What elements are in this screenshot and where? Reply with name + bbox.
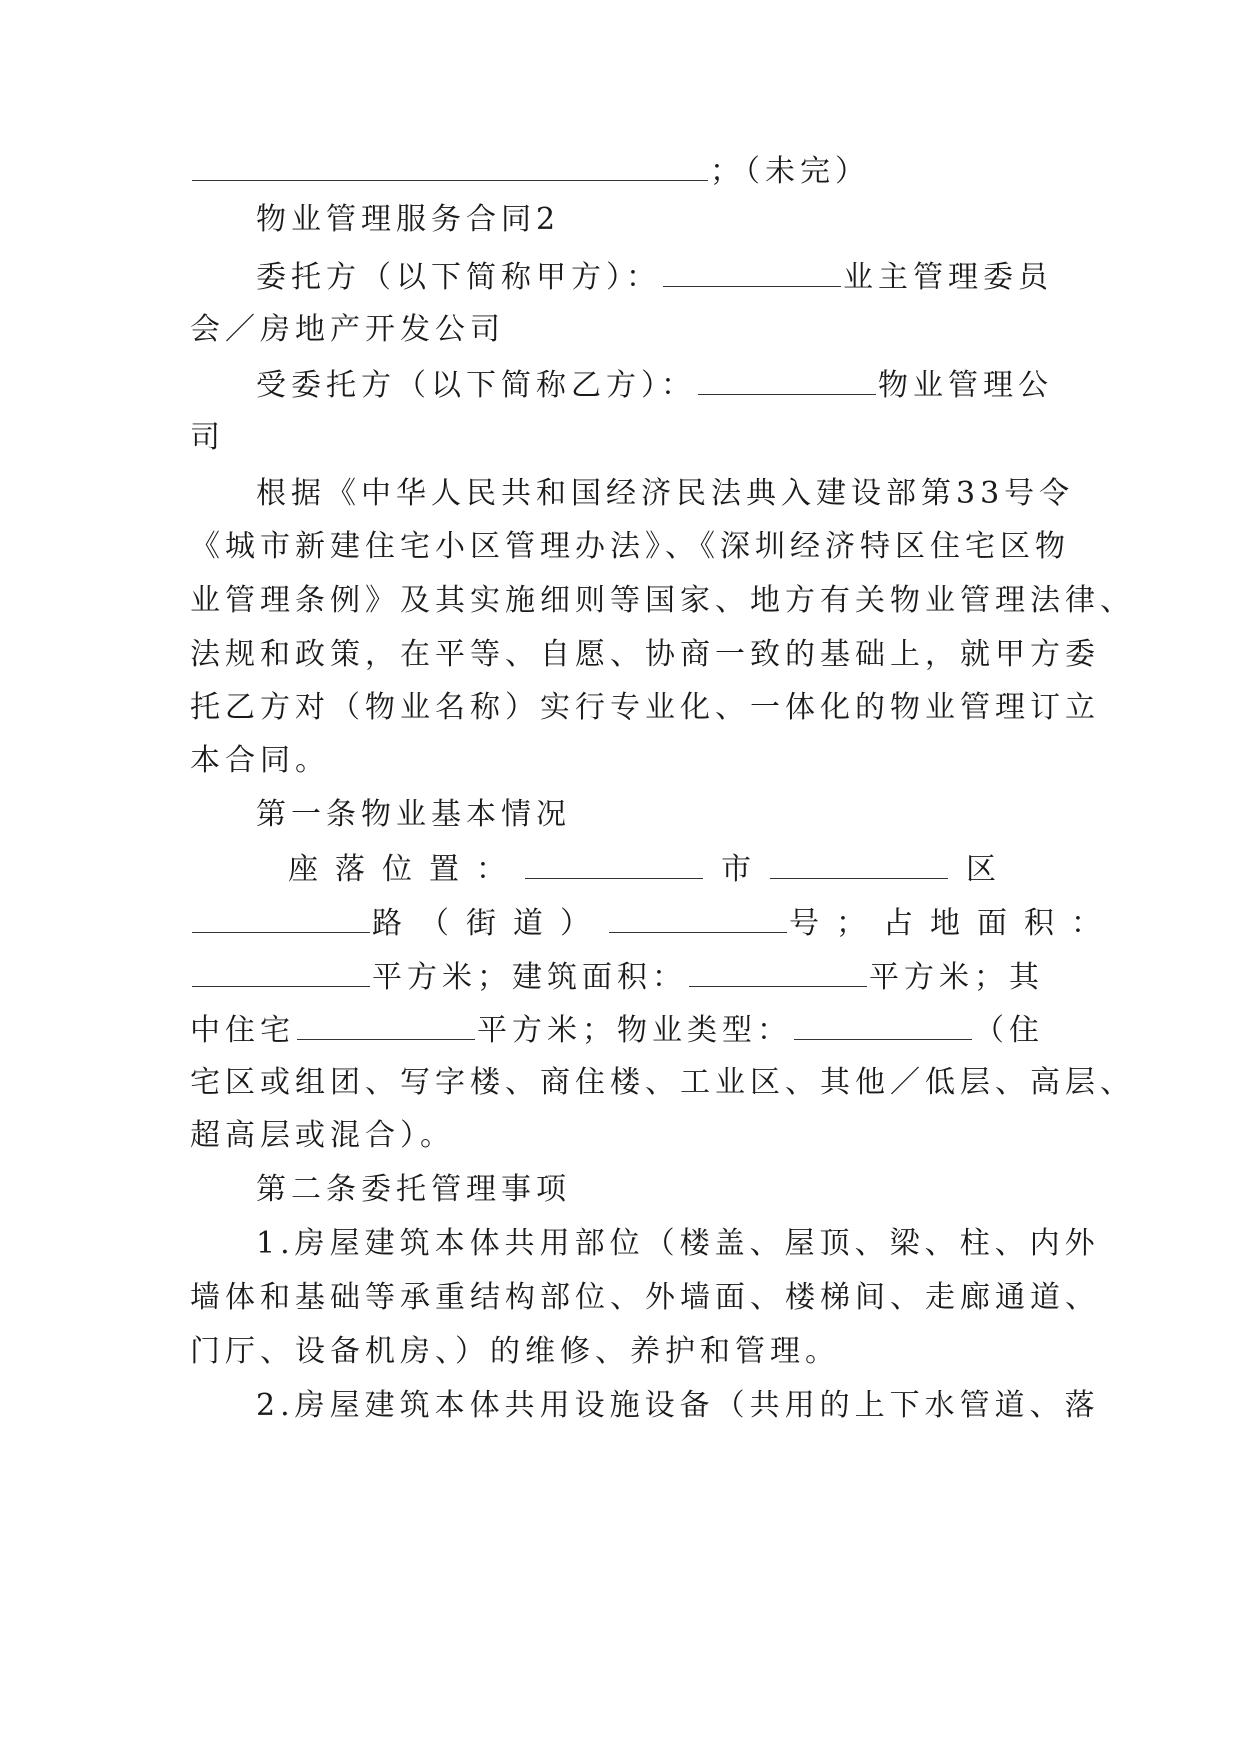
types-line: 宅区或组团、写字楼、商住楼、工业区、其他／低层、高层、 <box>190 1065 1135 1100</box>
residential-line <box>190 1009 1044 1051</box>
city-blank <box>525 848 703 879</box>
party-a-label: 委托方（以下简称甲方）： <box>256 260 661 295</box>
basis-line: 托乙方对（物业名称）实行专业化、一体化的物业管理订立 <box>190 690 1100 725</box>
item-line: 1.房屋建筑本体共用部位（楼盖、屋顶、梁、柱、内外 <box>256 1226 1100 1261</box>
property-type-blank <box>794 1009 972 1040</box>
road-blank <box>192 902 370 933</box>
basis-line: 法规和政策，在平等、自愿、协商一致的基础上，就甲方委 <box>190 637 1100 672</box>
types-line: 超高层或混合）。 <box>190 1118 455 1153</box>
building-area-label: 平方米；建筑面积： <box>372 960 687 995</box>
party-a-line <box>256 256 1053 298</box>
residential-blank <box>297 1009 475 1040</box>
end-marker: ；（未完） <box>710 154 870 189</box>
land-area-label: 号；占地面积： <box>789 906 1118 941</box>
party-a-continuation: 会／房地产开发公司 <box>190 312 505 347</box>
item-line: 2.房屋建筑本体共用设施设备（共用的上下水管道、落 <box>256 1388 1100 1423</box>
article-1-title: 第一条物业基本情况 <box>256 797 571 832</box>
road-label: 路（街道） <box>372 906 607 941</box>
party-b-blank <box>698 364 876 395</box>
party-b-continuation: 司 <box>190 420 225 455</box>
location-line <box>288 848 1013 890</box>
basis-line: 《城市新建住宅小区管理办法》、《深圳经济特区住宅区物 <box>190 529 1070 564</box>
party-a-tail: 业主管理委员 <box>843 260 1053 295</box>
party-b-line <box>256 364 1053 406</box>
basis-line: 根据《中华人民共和国经济民法典入建设部第33号令 <box>256 476 1075 511</box>
area-tail: 平方米；其 <box>869 960 1044 995</box>
continuation-line <box>190 150 870 192</box>
district-label: 区 <box>966 852 1013 887</box>
building-area-blank <box>689 956 867 987</box>
fill-blank <box>192 150 708 181</box>
basis-line: 业管理条例》及其实施细则等国家、地方有关物业管理法律、 <box>190 583 1135 618</box>
party-a-blank <box>663 256 841 287</box>
contract-title: 物业管理服务合同2 <box>256 202 561 237</box>
road-line <box>190 902 1118 944</box>
type-open: （住 <box>974 1013 1044 1048</box>
item-line: 墙体和基础等承重结构部位、外墙面、楼梯间、走廊通道、 <box>190 1280 1100 1315</box>
location-label: 座落位置： <box>288 852 523 887</box>
city-label: 市 <box>721 852 768 887</box>
item-line: 门厅、设备机房、）的维修、养护和管理。 <box>190 1334 840 1369</box>
property-type-label: 平方米；物业类型： <box>477 1013 792 1048</box>
party-b-tail: 物业管理公 <box>878 368 1053 403</box>
party-b-label: 受委托方（以下简称乙方）： <box>256 368 696 403</box>
district-blank <box>770 848 948 879</box>
area-line <box>190 956 1044 998</box>
residential-label: 中住宅 <box>190 1013 295 1048</box>
article-2-title: 第二条委托管理事项 <box>256 1172 571 1207</box>
land-area-blank <box>192 956 370 987</box>
basis-line: 本合同。 <box>190 743 330 778</box>
number-blank <box>609 902 787 933</box>
